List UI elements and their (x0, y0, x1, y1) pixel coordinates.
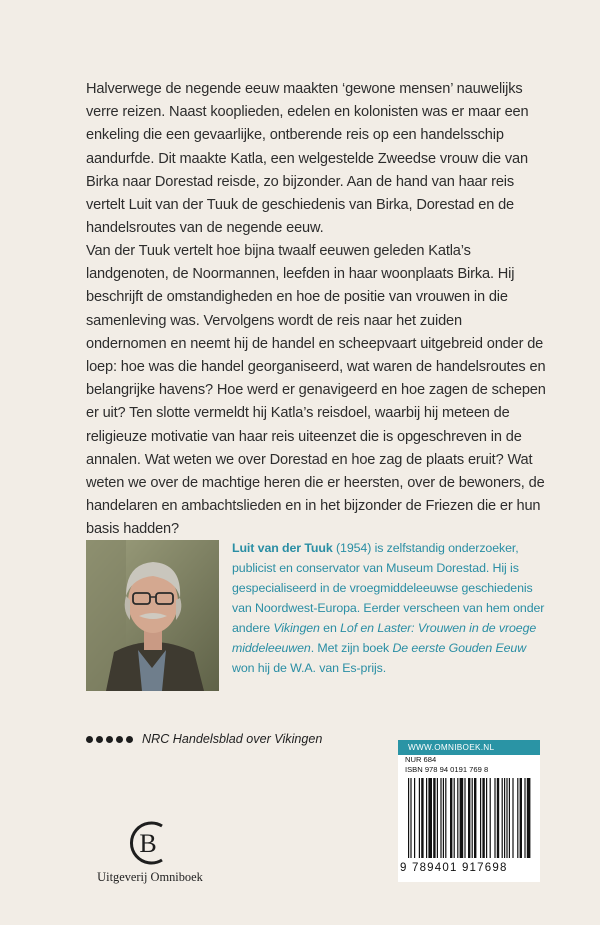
publisher-logo-icon (118, 818, 178, 868)
blurb-paragraph-2: Van der Tuuk vertelt hoe bijna twaalf eeuwen geleden Katla’s landgenoten, de Noormannen, leefden in haar woonplaats Birka. Hij beschrijft de omstandigheden en hoe de positie van vrouwen in die samenleving was. Vervolgens wordt de reis naar het zuiden ondernomen en neemt hij de handel en scheepvaart uitgebreid onder de loep: hoe was die handel georganiseerd, wat waren de handelsroutes en belangrijke havens? Hoe werd er genavigeerd en hoe zagen de schepen er uit? Ten slotte vermeldt hij Katla’s reisdoel, waarbij hij meteen de religieuze motivatie van haar reis uiteenzet die is opgeschreven in de annalen. Wat weten we over Dorestad en hoe zag de plaats eruit? Wat weten we over de machtige heren die er heersten, over de bewoners, de handelaren en ambachtslieden en in het bijzonder de Friezen die er hun basis hadden? (86, 243, 546, 538)
publisher-name: Uitgeverij Omniboek (97, 870, 203, 884)
ean-number: 9 789401 917698 (400, 862, 508, 874)
review-quote (86, 732, 322, 746)
publisher-url: WWW.OMNIBOEK.NL (398, 740, 540, 755)
rating-dot-icon (86, 736, 93, 743)
rating-dot-icon (96, 736, 103, 743)
review-source: NRC Handelsblad over Vikingen (142, 732, 323, 746)
rating-dots (86, 736, 133, 743)
book-title: De eerste Gouden Eeuw (392, 641, 527, 655)
author-name: Luit van der Tuuk (232, 541, 333, 555)
author-photo (86, 540, 219, 691)
book-title: Vikingen (273, 621, 320, 635)
isbn-code: ISBN 978 94 0191 769 8 (405, 765, 489, 774)
barcode-panel (398, 740, 540, 882)
rating-dot-icon (106, 736, 113, 743)
book-title: Lof en Laster: Vrouwen in de vroege middeleeuwen (232, 621, 537, 655)
rating-dot-icon (126, 736, 133, 743)
publisher-logo-letter: B (139, 829, 157, 858)
author-bio: Luit van der Tuuk (1954) is zelfstandig onderzoeker, publicist en conservator van Museum Dorestad. Hij is gespecialiseerd in de vroegmiddeleeuwse geschiedenis van Noordwest-Europa. Eerder verscheen van hem onder andere Vikingen en Lof en Laster: Vrouwen in de vroege middeleeuwen. Met zijn boek De eerste Gouden Eeuw won hij de W.A. van Es-prijs. (232, 541, 545, 675)
nur-code: NUR 684 (405, 755, 437, 764)
blurb-paragraph-1: Halverwege de negende eeuw maakten ‘gewone mensen’ nauwelijks verre reizen. Naast kooplieden, edelen en kolonisten was er maar een enkeling die een gevaarlijke, ontberende reis op een handelsschip aandurfde. Dit maakte Katla, een welgestelde Zweedse vrouw die van Birka naar Dorestad reisde, zo bijzonder. Aan de hand van haar reis vertelt Luit van der Tuuk de geschiedenis van Birka, Dorestad en de handelsroutes van de negende eeuw. (86, 81, 529, 237)
barcode-icon (406, 778, 532, 862)
rating-dot-icon (116, 736, 123, 743)
